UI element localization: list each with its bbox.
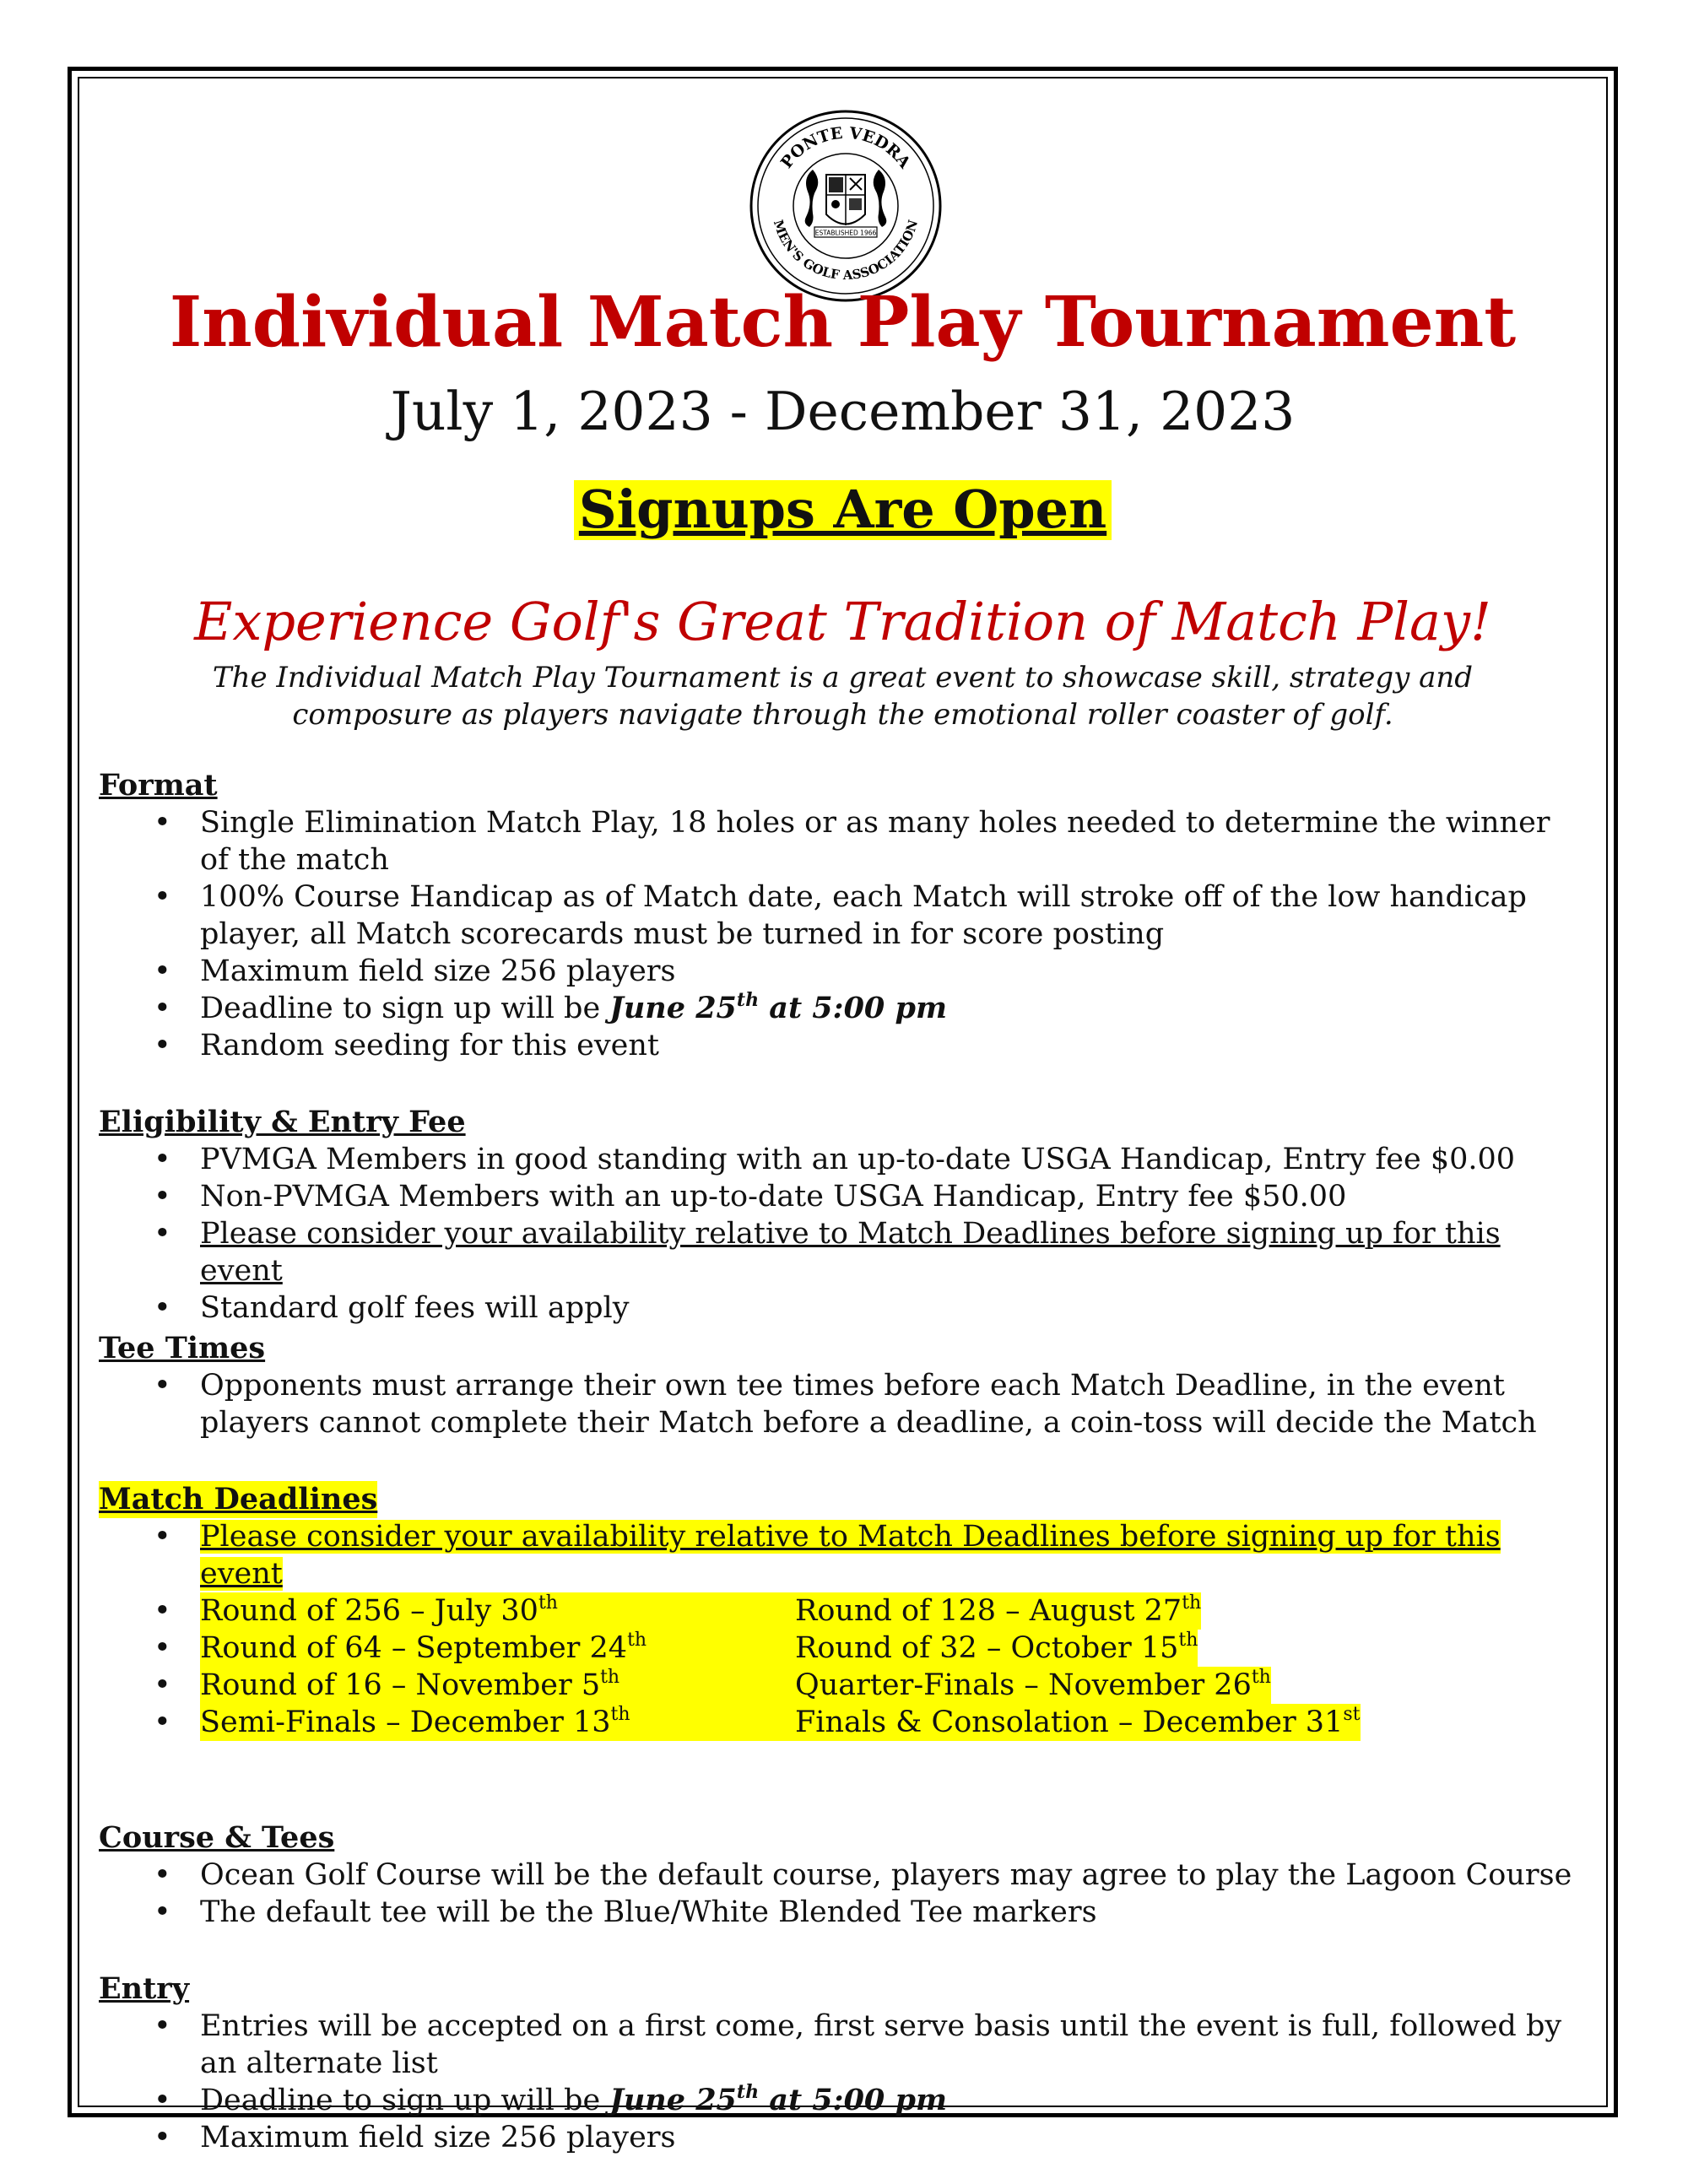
signups-banner-wrap: [78, 480, 1608, 540]
tagline: Experience Golf's Great Tradition of Match Play!: [194, 591, 1491, 652]
deadline-right: Quarter-Finals – November 26th: [795, 1667, 1271, 1702]
entry-heading: Entry: [99, 1971, 190, 2006]
deadline-date: June 25th at 5:00 pm: [609, 2081, 947, 2117]
match-deadlines-heading: Match Deadlines: [99, 1482, 378, 1516]
deadline-left: • Round of 256 – July 30th: [200, 1592, 558, 1628]
course-tees-heading: Course & Tees: [99, 1820, 335, 1855]
list-item: • Non-PVMGA Members with an up-to-date USGA Handicap, Entry fee $50.00: [99, 1178, 1584, 1215]
list-item: [99, 990, 1584, 1027]
deadline-right: Round of 128 – August 27th: [795, 1592, 1202, 1628]
deadline-right: Finals & Consolation – December 31st: [795, 1704, 1361, 1739]
availability-note: Please consider your availability relative to Match Deadlines before signing up for this event: [200, 1217, 1501, 1288]
list-item: [99, 1215, 1584, 1289]
deadline-row: [99, 1667, 1584, 1704]
deadline-row: [99, 1704, 1584, 1741]
tournament-dates: July 1, 2023 - December 31, 2023: [390, 381, 1296, 442]
pvmga-seal-logo: [749, 109, 943, 303]
deadline-prefix: Deadline to sign up will be: [200, 2084, 610, 2117]
svg-text:MEN'S GOLF ASSOCIATION: MEN'S GOLF ASSOCIATION: [770, 218, 922, 284]
deadline-left: • Round of 16 – November 5th: [200, 1667, 620, 1702]
deadline-right: Round of 32 – October 15th: [795, 1630, 1198, 1665]
list-item: • Random seeding for this event: [99, 1027, 1584, 1064]
list-item: • Ocean Golf Course will be the default course, players may agree to play the Lagoon Course: [99, 1857, 1584, 1894]
format-heading: Format: [99, 768, 218, 803]
course-tees-list: [99, 1857, 1584, 1931]
list-item: • Single Elimination Match Play, 18 holes or as many holes needed to determine the winner of the match: [99, 804, 1584, 878]
deadline-date: June 25th at 5:00 pm: [609, 989, 947, 1025]
list-item: • Maximum field size 256 players: [99, 953, 1584, 990]
deadline-prefix: Deadline to sign up will be: [200, 992, 610, 1025]
deadline-left: • Semi-Finals – December 13th: [200, 1704, 630, 1739]
list-item: • Standard golf fees will apply: [99, 1289, 1584, 1327]
deadline-row: [99, 1592, 1584, 1630]
svg-text:ESTABLISHED 1966: ESTABLISHED 1966: [814, 229, 877, 237]
eligibility-list: [99, 1141, 1584, 1327]
list-item: • The default tee will be the Blue/White Blended Tee markers: [99, 1894, 1584, 1931]
list-item: [99, 2082, 1584, 2119]
list-item: • Opponents must arrange their own tee times before each Match Deadline, in the event players cannot complete their Match before a deadline, a coin-toss will decide the Match: [99, 1367, 1584, 1441]
entry-list: [99, 2008, 1584, 2156]
list-item: • Maximum field size 256 players: [99, 2119, 1584, 2156]
match-deadlines-list: [99, 1518, 1584, 1741]
page-title: Individual Match Play Tournament: [169, 282, 1517, 363]
deadline-row: [99, 1630, 1584, 1667]
list-item: [99, 1518, 1584, 1592]
signups-banner: Signups Are Open: [574, 480, 1112, 540]
deadline-left: • Round of 64 – September 24th: [200, 1630, 647, 1665]
tee-times-heading: Tee Times: [99, 1331, 266, 1365]
list-item: • 100% Course Handicap as of Match date, each Match will stroke off of the low handicap player, all Match scorecards must be turned in for score posting: [99, 878, 1584, 953]
format-list: [99, 804, 1584, 1064]
intro-paragraph: The Individual Match Play Tournament is a great event to showcase skill, strategy and composure as players navigate through the emotional roller coaster of golf.: [212, 661, 1474, 732]
tee-times-list: [99, 1367, 1584, 1441]
list-item: • Entries will be accepted on a first come, first serve basis until the event is full, followed by an alternate list: [99, 2008, 1584, 2082]
svg-text:PONTE VEDRA: PONTE VEDRA: [776, 123, 915, 172]
list-item: • PVMGA Members in good standing with an up-to-date USGA Handicap, Entry fee $0.00: [99, 1141, 1584, 1178]
eligibility-heading: Eligibility & Entry Fee: [99, 1105, 466, 1139]
flyer: [78, 77, 1608, 2154]
availability-note-highlighted: Please consider your availability relative to Match Deadlines before signing up for this event: [200, 1520, 1501, 1591]
